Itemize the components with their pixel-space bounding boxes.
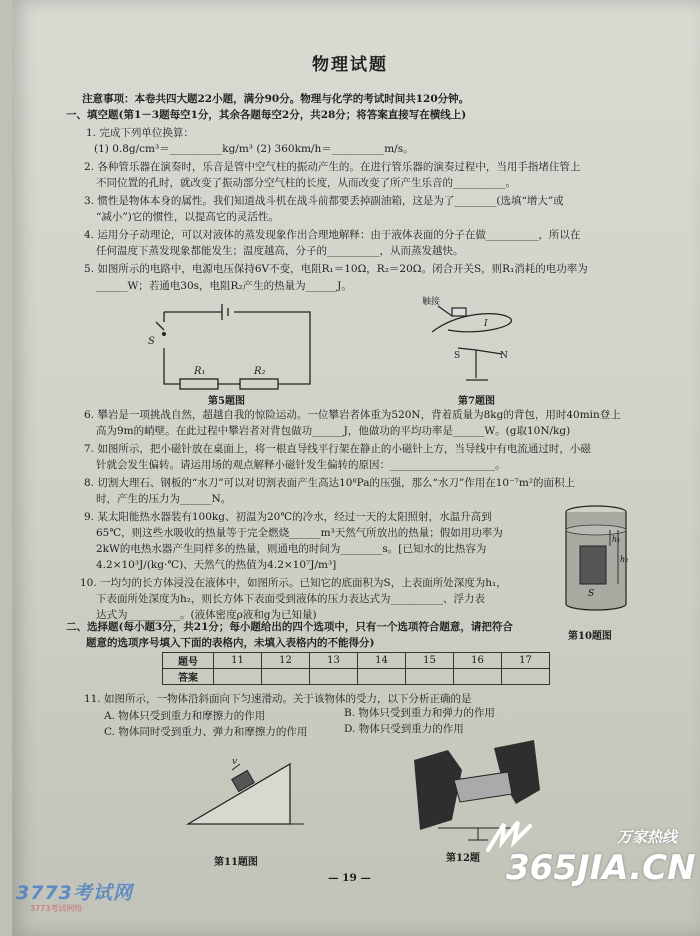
answer-cell[interactable] [406,669,454,685]
section1-header: 一、填空题(第1－3题每空1分，其余各题每空2分，共28分；将答案直接写在横线上) [66,109,467,121]
area-label: S [588,589,595,599]
section2-header-2: 题意的选项序号填入下面的表格内，未填入表格内的不能得分) [86,637,375,649]
q9-line2: 65℃，则这些水吸收的热量等于完全燃烧______m³天然气所放出的热量；假如用功率为 [96,527,503,539]
answer-table-label-answer: 答案 [163,669,214,685]
fig12-caption: 第12题 [446,853,480,864]
touch-label: 触接 [422,297,441,307]
circuit-diagram [140,300,320,400]
q11-option-a: A. 物体只受到重力和摩擦力的作用 [104,710,266,722]
r2-label: R₂ [254,366,266,377]
q4-line2: 任何温度下蒸发现象都能发生；温度越高，分子的__________，从而蒸发越快。 [96,245,464,257]
q4-line1: 4. 运用分子动理论，可以对液体的蒸发现象作出合理地解释：由于液体表面的分子在做__________，所以在 [84,229,581,241]
watermark-wanjia: 万家热线 [617,828,678,846]
switch-label: S [148,336,155,347]
q5-line2: ______W；若通电30s，电阻R₂产生的热量为______J。 [96,280,352,292]
watermark-365jia: 365JIA.CN [506,848,696,888]
q9-line3: 2kW的电热水器产生同样多的热量，则通电的时间为________s。[已知水的比热容为 [96,543,487,555]
answer-cell[interactable] [502,669,550,685]
velocity-label: v [232,757,238,767]
answer-table-answer-row [163,669,550,685]
notice: 注意事项：本卷共四大题22小题，满分90分。物理与化学的考试时间共120分钟。 [82,93,470,105]
compass-diagram [418,292,528,392]
q1-line1: 1. 完成下列单位换算： [86,127,194,139]
page-title: 物理试题 [312,55,388,75]
current-label: I [484,319,488,329]
answer-table-header-row [163,653,550,669]
answer-cell[interactable] [214,669,262,685]
answer-cell[interactable] [358,669,406,685]
answer-table-number: 15 [406,653,454,669]
q3-line2: “减小”)它的惯性，以提高它的灵活性。 [96,211,279,223]
watermark-3773-sub: 3773考试网络 [30,904,83,913]
q7-line1: 7. 如图所示，把小磁针放在桌面上，将一根直导线平行架在静止的小磁针上方，当导线中有电流通过时，小磁 [84,443,591,455]
answer-table-number: 12 [262,653,310,669]
south-label: S [454,351,461,361]
q3-line1: 3. 惯性是物体本身的属性。我们知道战斗机在战斗前都要丢掉副油箱，这是为了________(选填“增大”或 [84,195,564,207]
q10-line2: 下表面所处深度为h₂，则长方体下表面受到液体的压力表达式为__________、浮力表 [96,593,485,605]
q9-line4: 4.2×10³J/(kg·℃)、天然气的热值为4.2×10⁷J/m³] [96,559,337,571]
fig10-caption: 第10题图 [568,631,612,642]
q9-line1: 9. 某太阳能热水器装有100kg、初温为20℃的冷水，经过一天的太阳照射，水温升高到 [84,511,492,523]
q10-line3: 达式为__________。(液体密度ρ液和g为已知量) [96,609,317,621]
q11-option-c: C. 物体同时受到重力、弹力和摩擦力的作用 [104,726,308,738]
q2-line1: 2. 各种管乐器在演奏时，乐音是管中空气柱的振动产生的。在进行管乐器的演奏过程中，当用手指堵住管上 [84,161,581,173]
h1-label: h₁ [612,535,621,544]
q11-option-b: B. 物体只受到重力和弹力的作用 [344,707,495,719]
north-label: N [500,351,508,361]
answer-table-label-number: 题号 [163,653,214,669]
answer-cell[interactable] [310,669,358,685]
beaker-diagram [558,500,638,622]
answer-cell[interactable] [262,669,310,685]
answer-table [162,652,550,685]
q11-option-d: D. 物体只受到重力的作用 [344,723,464,735]
fig5-caption: 第5题图 [208,396,245,407]
q10-line1: 10. 一均匀的长方体浸没在液体中，如图所示。已知它的底面积为S，上表面所处深度为h₁， [80,577,507,589]
q6-line2: 高为9m的峭壁。在此过程中攀岩者对背包做功______J，他做功的平均功率是______W。(g取10N/kg) [96,425,571,437]
fig7-caption: 第7题图 [458,396,495,407]
watermark-3773: 3773考试网 [16,882,133,904]
answer-table-number: 17 [502,653,550,669]
q7-line2: 针就会发生偏转。请运用场的观点解释小磁针发生偏转的原因：____________________。 [96,459,506,471]
fig11-caption: 第11题图 [214,857,258,868]
q8-line1: 8. 切割大理石、钢板的“水刀”可以对切割表面产生高达10⁸Pa的压强，那么“水刀”作用在10⁻⁷m²的面积上 [84,477,576,489]
answer-cell[interactable] [454,669,502,685]
q1-line2: (1) 0.8g/cm³＝__________kg/m³ (2) 360km/h＝__________m/s。 [94,143,414,155]
incline-diagram [182,752,312,832]
q5-line1: 5. 如图所示的电路中，电源电压保持6V不变，电阻R₁＝10Ω，R₂＝20Ω。闭合开关S，则R₁消耗的电功率为 [84,263,588,275]
page-number: — 19 — [328,872,371,884]
q6-line1: 6. 攀岩是一项挑战自然，超越自我的惊险运动。一位攀岩者体重为520N，背着质量为8kg的背包，用时40min登上 [84,409,621,421]
answer-table-number: 16 [454,653,502,669]
q11-stem: 11. 如图所示，一物体沿斜面向下匀速滑动。关于该物体的受力，以下分析正确的是 [84,693,472,705]
q2-line2: 不同位置的孔时，就改变了振动部分空气柱的长度，从而改变了所产生乐音的__________。 [96,177,516,189]
answer-table-number: 11 [214,653,262,669]
section2-header-1: 二、选择题(每小题3分，共21分；每小题给出的四个选项中，只有一个选项符合题意，请把符合 [66,621,513,633]
h2-label: h₂ [620,555,629,564]
answer-table-number: 14 [358,653,406,669]
q8-line2: 时，产生的压力为______N。 [96,493,232,505]
r1-label: R₁ [194,366,206,377]
answer-table-number: 13 [310,653,358,669]
